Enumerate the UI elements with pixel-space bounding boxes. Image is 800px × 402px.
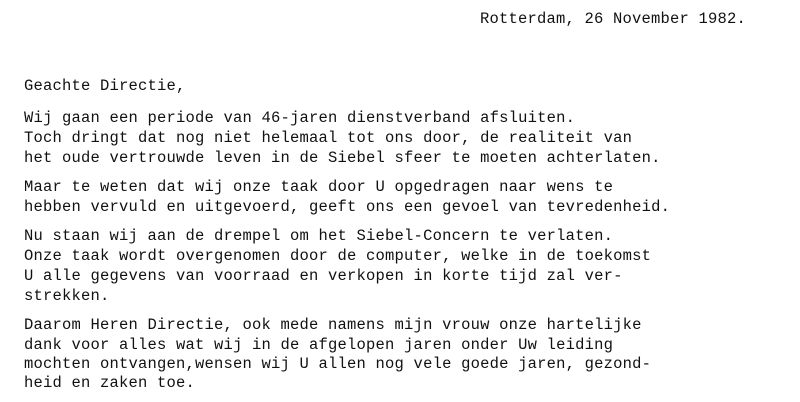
paragraph-1-line-2: Toch dringt dat nog niet helemaal tot ons door, de realiteit van [24, 129, 633, 147]
paragraph-3-line-2: Onze taak wordt overgenomen door de computer, welke in de toekomst [24, 247, 652, 265]
paragraph-3-line-1: Nu staan wij aan de drempel om het Siebel-Concern te verlaten. [24, 227, 614, 245]
paragraph-4-line-2: dank voor alles wat wij in de afgelopen jaren onder Uw leiding [24, 336, 614, 354]
paragraph-4-line-3: mochten ontvangen,wensen wij U allen nog vele goede jaren, gezond- [24, 355, 652, 373]
paragraph-1-line-3: het oude vertrouwde leven in de Siebel sfeer te moeten achterlaten. [24, 149, 661, 167]
paragraph-2-line-1: Maar te weten dat wij onze taak door U opgedragen naar wens te [24, 178, 614, 196]
paragraph-3-line-4: strekken. [24, 287, 110, 305]
letter-salutation: Geachte Directie, [24, 77, 186, 95]
paragraph-2-line-2: hebben vervuld en uitgevoerd, geeft ons een gevoel van tevredenheid. [24, 198, 671, 216]
paragraph-4-line-4: heid en zaken toe. [24, 374, 196, 392]
paragraph-3-line-3: U alle gegevens van voorraad en verkopen in korte tijd zal ver- [24, 267, 623, 285]
paragraph-1-line-1: Wij gaan een periode van 46-jaren dienstverband afsluiten. [24, 109, 576, 127]
letter-date: Rotterdam, 26 November 1982. [480, 10, 747, 28]
paragraph-4-line-1: Daarom Heren Directie, ook mede namens mijn vrouw onze hartelijke [24, 316, 642, 334]
